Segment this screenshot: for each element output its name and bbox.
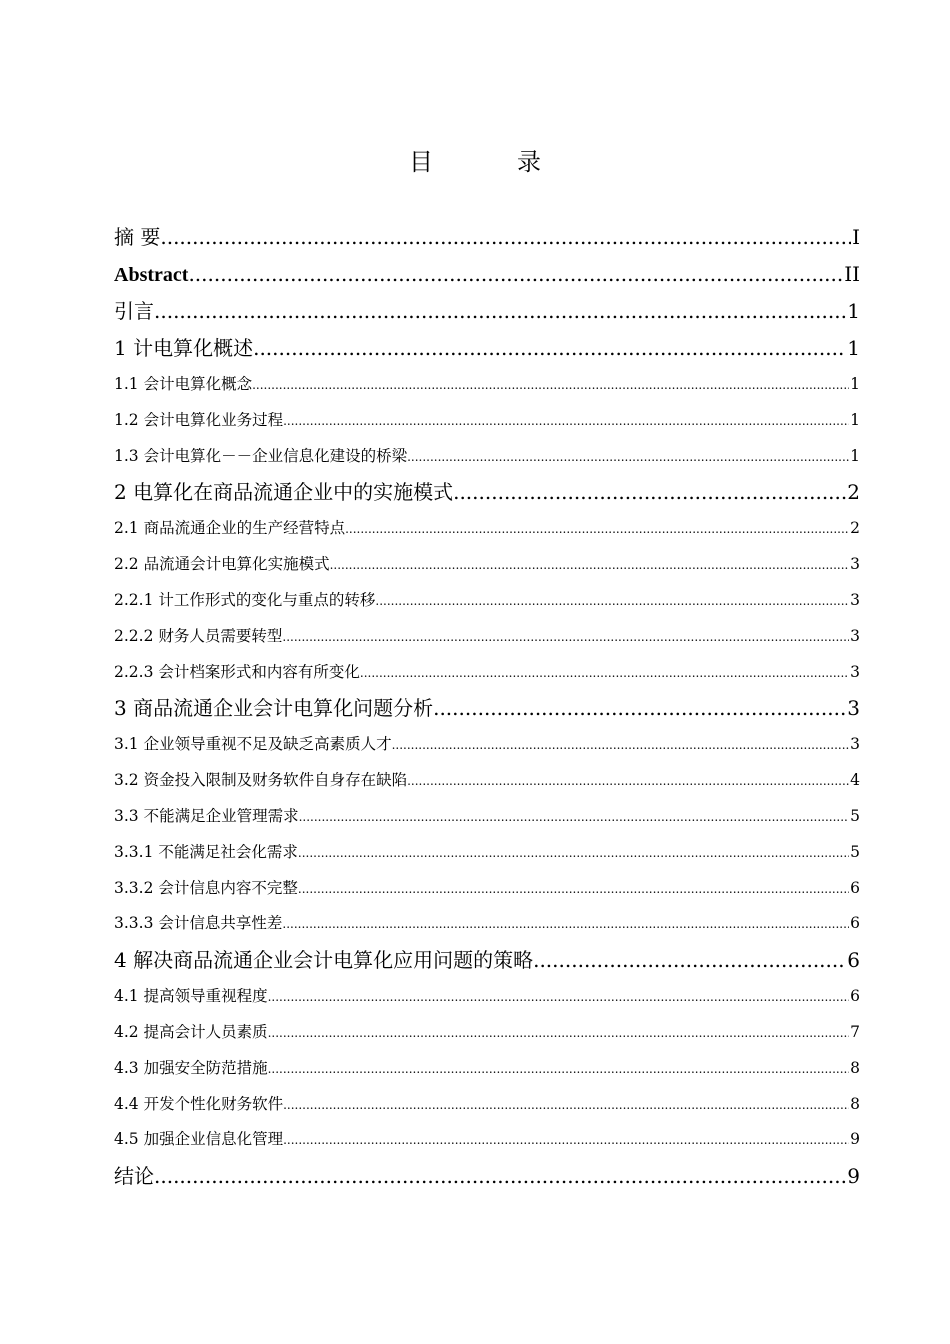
toc-entry-label: 3.2 资金投入限制及财务软件自身存在缺陷 bbox=[114, 771, 408, 790]
toc-entry-label: 3.3.2 会计信息内容不完整 bbox=[114, 878, 298, 897]
toc-entry-page-number: II bbox=[844, 262, 860, 286]
dot-leader bbox=[407, 764, 849, 799]
dot-leader bbox=[154, 293, 846, 330]
toc-entry[interactable] bbox=[114, 1051, 860, 1087]
toc-entry-label: 4.2 提高会计人员素质 bbox=[114, 1022, 268, 1041]
toc-entry-label: 3.3 不能满足企业管理需求 bbox=[114, 806, 299, 825]
toc-entry[interactable] bbox=[114, 727, 860, 763]
dot-leader bbox=[407, 440, 849, 475]
dot-leader bbox=[188, 256, 843, 293]
toc-entry[interactable] bbox=[114, 219, 860, 256]
toc-entry-label: Abstract bbox=[114, 264, 189, 286]
toc-entry[interactable] bbox=[114, 293, 860, 330]
toc-entry-label: 4.1 提高领导重视程度 bbox=[114, 987, 268, 1006]
toc-entry[interactable] bbox=[114, 511, 860, 547]
toc-entry-label: 2.2.2 财务人员需要转型 bbox=[114, 626, 283, 645]
toc-entry-page-number: 3 bbox=[850, 626, 860, 645]
toc-entry[interactable] bbox=[114, 690, 860, 727]
dot-leader bbox=[268, 1052, 850, 1087]
toc-entry-page-number: 1 bbox=[850, 446, 860, 465]
toc-entry-page-number: I bbox=[852, 225, 860, 249]
dot-leader bbox=[283, 1123, 849, 1158]
dot-leader bbox=[160, 219, 851, 256]
dot-leader bbox=[253, 330, 846, 367]
dot-leader bbox=[533, 942, 846, 979]
toc-entry[interactable] bbox=[114, 871, 860, 907]
toc-entry-label: 3.3.3 会计信息共享性差 bbox=[114, 914, 283, 933]
toc-entry-page-number: 1 bbox=[847, 299, 860, 323]
dot-leader bbox=[298, 836, 849, 871]
toc-entry-label: 2.2.3 会计档案形式和内容有所变化 bbox=[114, 662, 360, 681]
toc-entry-label: 1.2 会计电算化业务过程 bbox=[114, 410, 284, 429]
toc-entry-page-number: 1 bbox=[847, 336, 860, 360]
toc-entry-page-number: 2 bbox=[850, 519, 860, 538]
toc-entry[interactable] bbox=[114, 403, 860, 439]
toc-entry-label: 3.1 企业领导重视不足及缺乏高素质人才 bbox=[114, 735, 392, 754]
toc-entry[interactable] bbox=[114, 583, 860, 619]
toc-entry-page-number: 6 bbox=[847, 948, 860, 973]
toc-entry-page-number: 2 bbox=[847, 480, 860, 505]
toc-entry[interactable] bbox=[114, 1087, 860, 1123]
toc-entry-label: 4.4 开发个性化财务软件 bbox=[114, 1094, 284, 1113]
toc-entry-page-number: 3 bbox=[850, 555, 860, 574]
toc-entry[interactable] bbox=[114, 799, 860, 835]
toc-entry-label: 摘 要 bbox=[114, 225, 161, 249]
toc-entry-page-number: 3 bbox=[847, 696, 860, 721]
toc-entry-page-number: 5 bbox=[850, 842, 860, 861]
dot-leader bbox=[345, 512, 849, 547]
toc-entry-label: 4 解决商品流通企业会计电算化应用问题的策略 bbox=[114, 948, 534, 973]
dot-leader bbox=[252, 368, 849, 403]
toc-entry-label: 1 计电算化概述 bbox=[114, 336, 254, 360]
dot-leader bbox=[154, 1158, 846, 1195]
toc-entry-page-number: 8 bbox=[850, 1058, 860, 1077]
toc-entry[interactable] bbox=[114, 1015, 860, 1051]
toc-entry-label: 2.1 商品流通企业的生产经营特点 bbox=[114, 519, 346, 538]
toc-entry-page-number: 8 bbox=[850, 1094, 860, 1113]
toc-entry[interactable] bbox=[114, 256, 860, 293]
toc-entry[interactable] bbox=[114, 763, 860, 799]
toc-entry[interactable] bbox=[114, 619, 860, 655]
toc-entry-label: 1.1 会计电算化概念 bbox=[114, 375, 253, 393]
toc-entry-page-number: 6 bbox=[850, 914, 860, 933]
toc-entry-page-number: 3 bbox=[850, 662, 860, 681]
toc-entry-page-number: 3 bbox=[850, 590, 860, 609]
dot-leader bbox=[330, 548, 850, 583]
toc-entry-page-number: 1 bbox=[850, 375, 860, 393]
toc-entry-page-number: 6 bbox=[850, 987, 860, 1006]
toc-entry[interactable] bbox=[114, 979, 860, 1015]
toc-entry-label: 结论 bbox=[114, 1164, 154, 1189]
toc-entry[interactable] bbox=[114, 474, 860, 511]
dot-leader bbox=[282, 907, 849, 942]
toc-entry-label: 3.3.1 不能满足社会化需求 bbox=[114, 842, 298, 861]
toc-entry-label: 4.3 加强安全防范措施 bbox=[114, 1058, 268, 1077]
toc-entry[interactable] bbox=[114, 1122, 860, 1158]
dot-leader bbox=[268, 980, 850, 1015]
toc-entry[interactable] bbox=[114, 655, 860, 691]
toc-entry-page-number: 7 bbox=[850, 1022, 860, 1041]
dot-leader bbox=[283, 1088, 849, 1123]
toc-entry-label: 2.2.1 计工作形式的变化与重点的转移 bbox=[114, 590, 376, 609]
toc-entry[interactable] bbox=[114, 330, 860, 367]
toc-entry[interactable] bbox=[114, 942, 860, 979]
toc-entry[interactable] bbox=[114, 906, 860, 942]
toc-entry[interactable] bbox=[114, 547, 860, 583]
dot-leader bbox=[433, 690, 846, 727]
toc-entry-label: 2.2 品流通会计电算化实施模式 bbox=[114, 555, 330, 574]
toc-entry-page-number: 6 bbox=[850, 878, 860, 897]
dot-leader bbox=[392, 728, 850, 763]
dot-leader bbox=[268, 1016, 850, 1051]
toc-entry-page-number: 3 bbox=[850, 735, 860, 754]
dot-leader bbox=[453, 474, 846, 511]
dot-leader bbox=[282, 620, 849, 655]
toc-entry-page-number: 9 bbox=[850, 1130, 860, 1149]
dot-leader bbox=[298, 872, 849, 907]
toc-entry-page-number: 9 bbox=[847, 1164, 860, 1189]
toc-entry-label: 3 商品流通企业会计电算化问题分析 bbox=[114, 696, 434, 721]
toc-entry-label: 2 电算化在商品流通企业中的实施模式 bbox=[114, 480, 454, 505]
toc-entry-page-number: 1 bbox=[850, 410, 860, 429]
dot-leader bbox=[299, 800, 850, 835]
toc-entry[interactable] bbox=[114, 835, 860, 871]
toc-entry-page-number: 5 bbox=[850, 806, 860, 825]
dot-leader bbox=[375, 584, 849, 619]
toc-entry[interactable] bbox=[114, 1158, 860, 1195]
toc-title: 目 录 bbox=[409, 148, 571, 176]
toc-entry-label: 1.3 会计电算化－－企业信息化建设的桥梁 bbox=[114, 446, 408, 465]
toc-list bbox=[114, 219, 860, 1195]
dot-leader bbox=[360, 656, 849, 691]
toc-entry[interactable] bbox=[114, 439, 860, 475]
toc-entry[interactable] bbox=[114, 367, 860, 403]
dot-leader bbox=[283, 404, 849, 439]
toc-entry-label: 4.5 加强企业信息化管理 bbox=[114, 1130, 284, 1149]
toc-entry-page-number: 4 bbox=[850, 771, 860, 790]
toc-entry-label: 引言 bbox=[114, 299, 154, 323]
